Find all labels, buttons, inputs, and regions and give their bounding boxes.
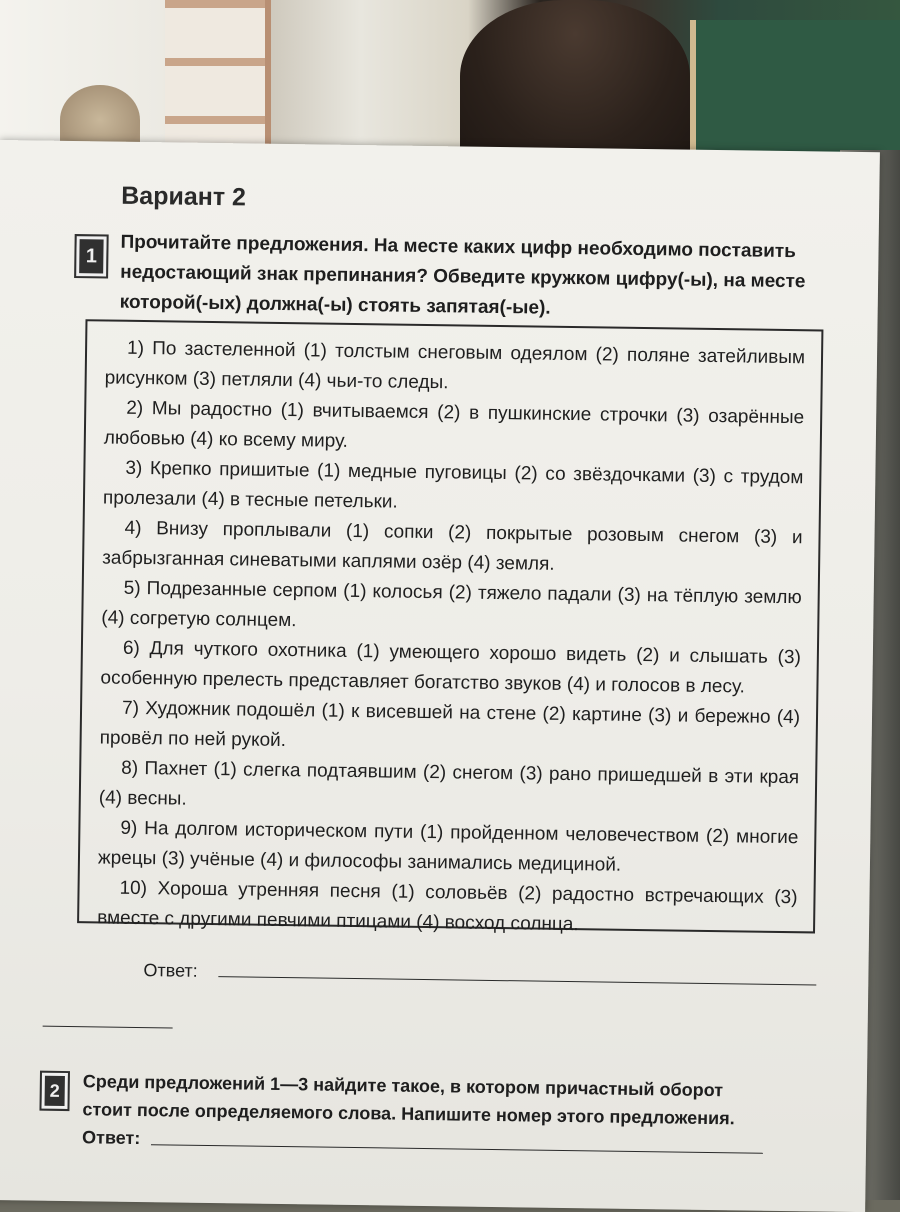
background-chalkboard	[690, 20, 900, 160]
task-instruction: Прочитайте предложения. На месте каких цифр необходимо поставить недостающий знак препинания? Обведите кружком цифру(-ы), на месте которой(-ых) должна(-ы) стоять запятая(-ые).	[119, 231, 806, 319]
variant-title: Вариант 2	[121, 181, 247, 212]
answer-field[interactable]	[218, 976, 816, 985]
task2-answer-label: Ответ:	[81, 1127, 141, 1149]
task2-instruction: Среди предложений 1—3 найдите такое, в котором причастный оборот стоит после определяемого слова. Напишите номер этого предложения.	[82, 1071, 735, 1129]
answer-field-extra[interactable]	[43, 1026, 173, 1029]
task-number-badge: 1	[76, 236, 107, 276]
sentence-item: 6) Для чуткого охотника (1) умеющего хорошо видеть (2) и слышать (3) особенную прелесть представляет богатство звуков (4) и голосов в лесу.	[100, 637, 801, 698]
sentence-item: 7) Художник подошёл (1) к висевшей на стене (2) картине (3) и бережно (4) провёл по ней рукой.	[99, 697, 801, 752]
sentence-item: 4) Внизу проплывали (1) сопки (2) покрытые розовым снегом (3) и забрызганная синеватыми каплями озёр (4) земля.	[102, 517, 803, 575]
background-shelf	[165, 0, 271, 150]
background-person	[460, 0, 690, 170]
sentence-item: 5) Подрезанные серпом (1) колосья (2) тяжело падали (3) на тёплую землю (4) согретую солнцем.	[101, 577, 802, 632]
task2-number-badge: 2	[41, 1073, 68, 1109]
sentence-item: 1) По застеленной (1) толстым снеговым одеялом (2) поляне затейливым рисунком (3) петляли (4) чьи-то следы.	[104, 337, 806, 394]
worksheet-page	[0, 140, 880, 1212]
sentence-item: 8) Пахнет (1) слегка подтаявшим (2) снегом (3) рано пришедшей в эти края (4) весны.	[98, 757, 800, 810]
task2-answer-field[interactable]	[151, 1144, 763, 1154]
sentence-item: 2) Мы радостно (1) вчитываемся (2) в пушкинские строчки (3) озарённые любовью (4) ко всему миру.	[103, 397, 805, 452]
sentence-item: 3) Крепко пришитые (1) медные пуговицы (2) со звёздочками (3) с трудом пролезали (4) в тесные петельки.	[102, 457, 804, 513]
sentence-item: 10) Хороша утренняя песня (1) соловьёв (2) радостно встречающих (3) вместе с другими певчими птицами (4) восход солнца.	[97, 877, 798, 936]
answer-label: Ответ:	[143, 960, 198, 981]
sentences-box	[77, 319, 823, 936]
sentence-item: 9) На долгом историческом пути (1) пройденном человечеством (2) многие жрецы (3) учёные (4) и философы занимались медициной.	[97, 817, 799, 876]
